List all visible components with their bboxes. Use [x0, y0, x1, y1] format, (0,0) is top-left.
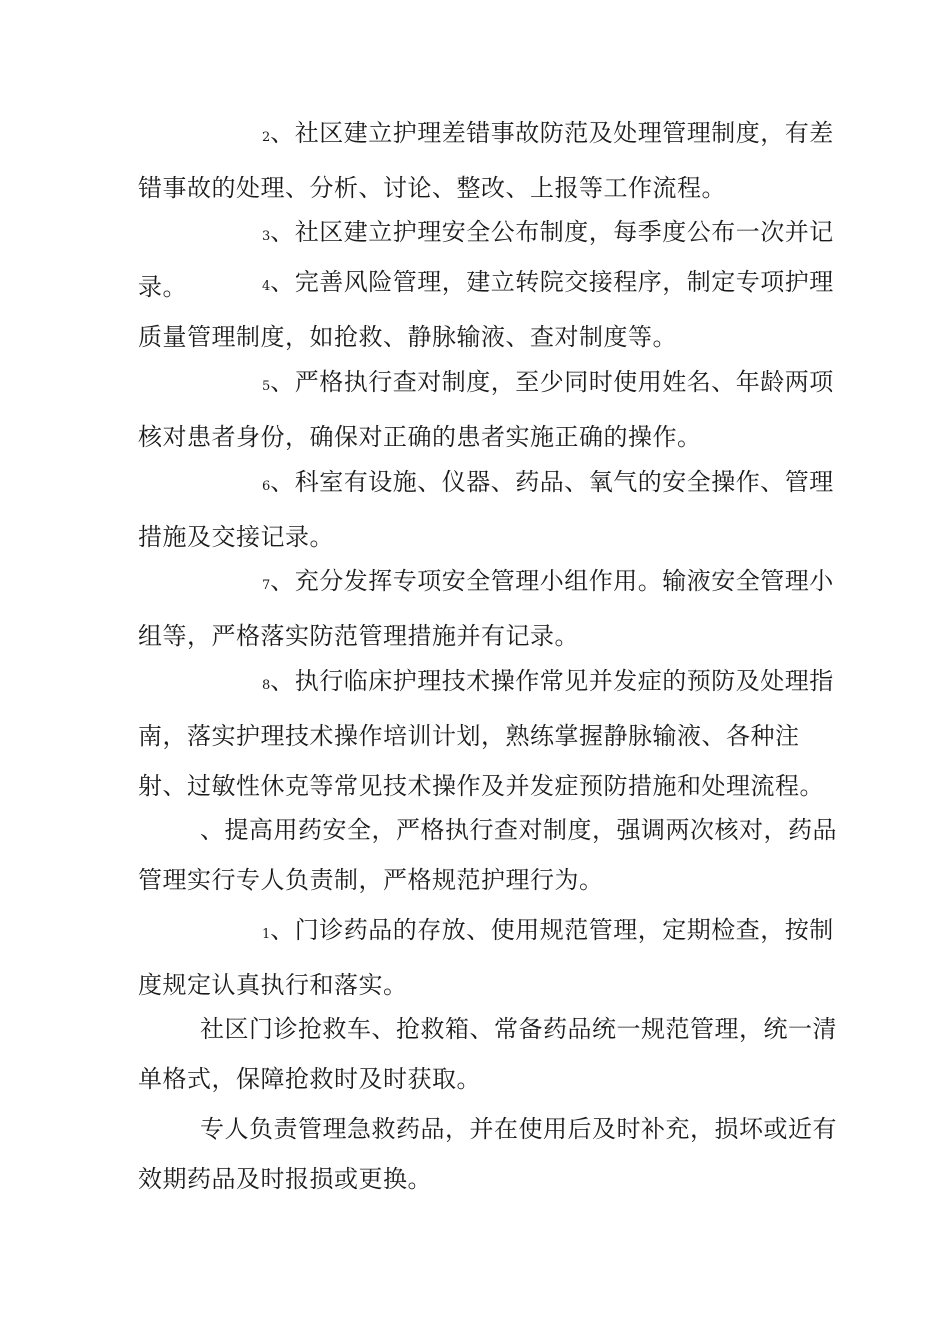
item-number: 8: [262, 678, 271, 693]
paragraph-text: 、门诊药品的存放、使用规范管理，定期检查，按制度规定认真执行和落实。: [138, 916, 834, 999]
paragraph-1: [138, 905, 838, 1010]
paragraph-4: [138, 257, 838, 362]
item-number: 5: [262, 379, 271, 394]
paragraph-text: 社区门诊抢救车、抢救箱、常备药品统一规范管理，统一清单格式，保障抢救时及时获取。: [138, 1015, 837, 1093]
paragraph-text: 、完善风险管理，建立转院交接程序，制定专项护理质量管理制度，如抢救、静脉输液、查对制度等。: [138, 268, 834, 351]
paragraph-text: 、严格执行查对制度，至少同时使用姓名、年龄两项核对患者身份，确保对正确的患者实施正确的操作。: [138, 368, 834, 451]
paragraph-6: [138, 457, 838, 562]
paragraph-medication-safety: [138, 805, 838, 905]
paragraph-text: 、提高用药安全，严格执行查对制度，强调两次核对，药品管理实行专人负责制，严格规范护理行为。: [138, 816, 837, 894]
item-number: 4: [262, 279, 271, 294]
paragraph-text: 专人负责管理急救药品，并在使用后及时补充，损坏或近有效期药品及时报损或更换。: [138, 1115, 837, 1193]
item-number: 6: [262, 479, 271, 494]
paragraph-text: 、科室有设施、仪器、药品、氧气的安全操作、管理措施及交接记录。: [138, 468, 834, 551]
item-number: 7: [262, 578, 271, 593]
paragraph-emergency-cart: [138, 1004, 838, 1104]
paragraph-5: [138, 357, 838, 462]
paragraph-text: 、执行临床护理技术操作常见并发症的预防及处理指南，落实护理技术操作培训计划，熟练掌握静脉输液、各种注射、过敏性休克等常见技术操作及并发症预防措施和处理流程。: [138, 667, 834, 800]
paragraph-emergency-drugs: [138, 1104, 838, 1204]
paragraph-text: 、社区建立护理安全公布制度，每季度公布一次并记录。: [138, 218, 834, 301]
paragraph-2: [138, 108, 838, 213]
paragraph-7: [138, 556, 838, 661]
item-number: 1: [262, 927, 271, 942]
paragraph-text: 、充分发挥专项安全管理小组作用。输液安全管理小组等，严格落实防范管理措施并有记录。: [138, 567, 834, 650]
item-number: 2: [262, 130, 271, 145]
paragraph-8: [138, 656, 838, 811]
paragraph-text: 、社区建立护理差错事故防范及处理管理制度，有差错事故的处理、分析、讨论、整改、上报等工作流程。: [138, 119, 834, 202]
item-number: 3: [262, 229, 271, 244]
